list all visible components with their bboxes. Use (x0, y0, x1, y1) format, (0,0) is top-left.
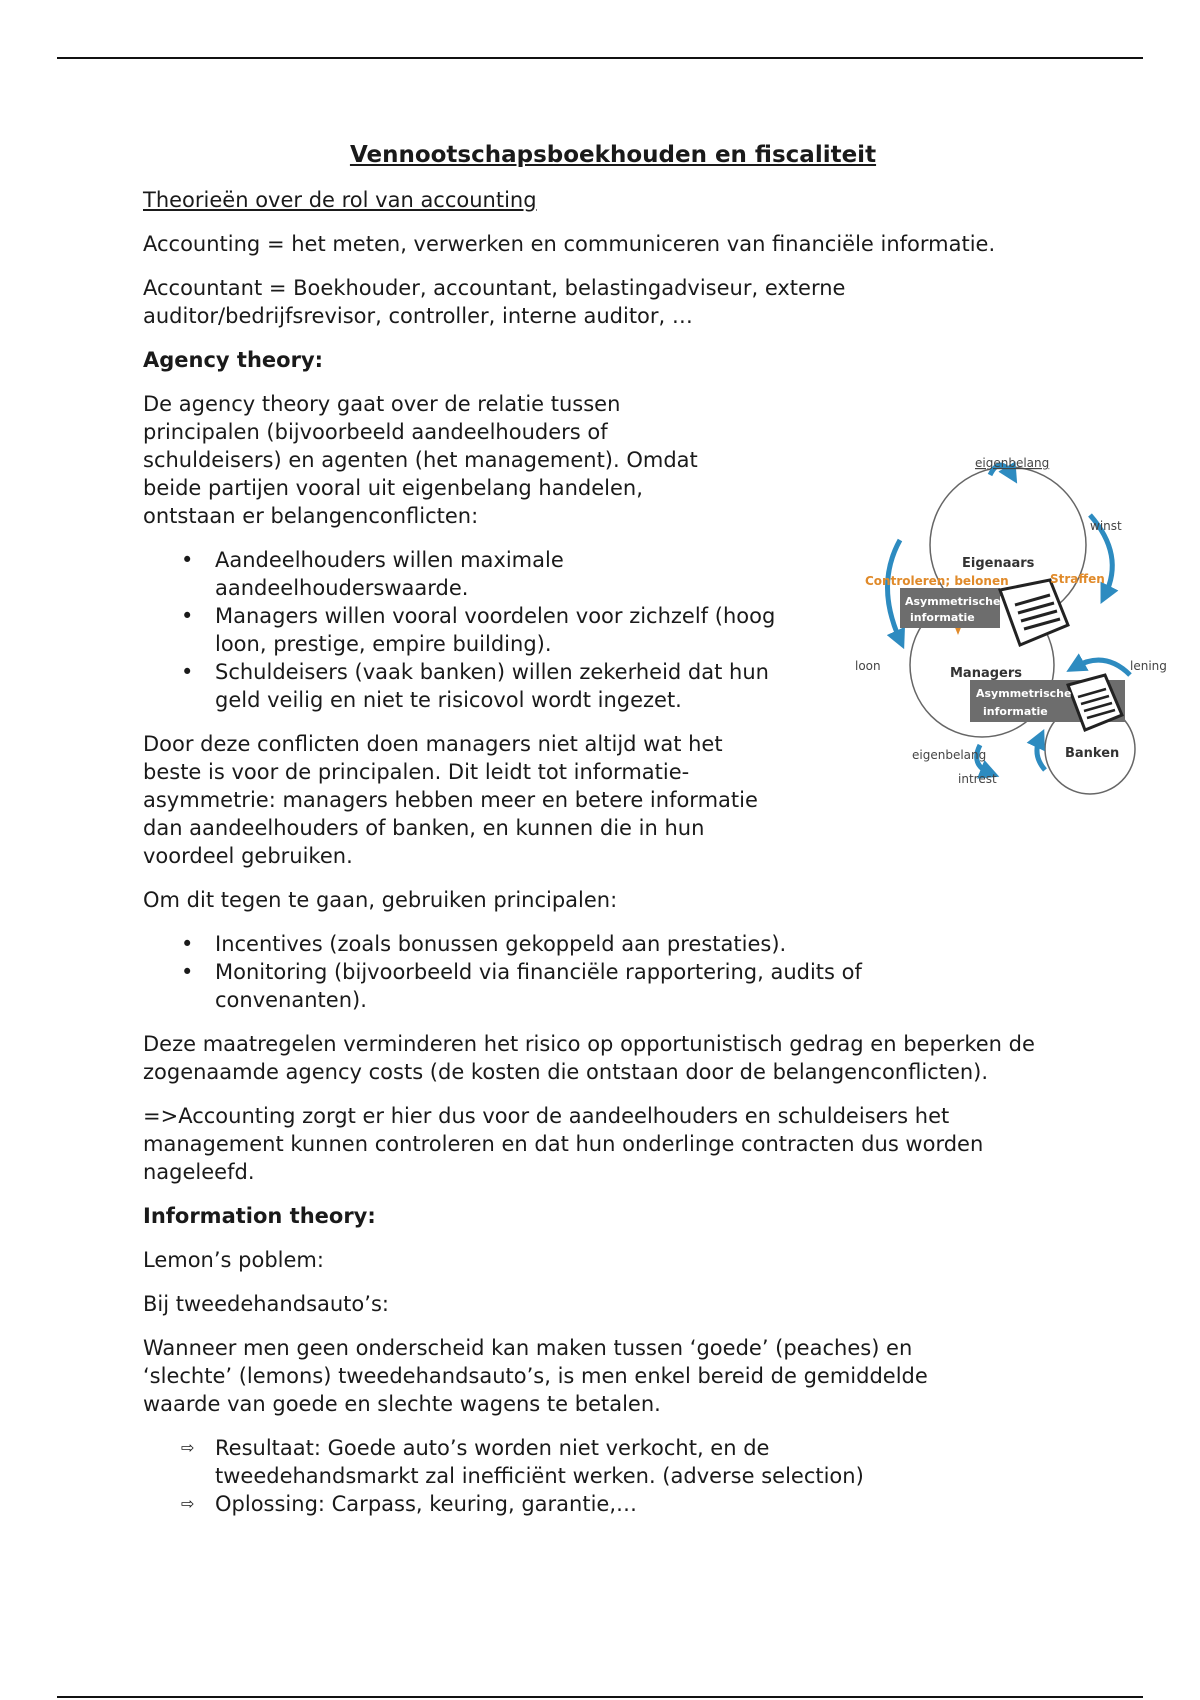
label-eigenbelang-bottom: eigenbelang (912, 748, 987, 762)
agency-intro: De agency theory gaat over de relatie tussen principalen (bijvoorbeeld aandeelhouders of schuldeisers) en agenten (het management). Omdat beide partijen vooral uit eigenbelang handelen, ontstaan er belangenconflicten: (143, 392, 698, 528)
list-item-text: Monitoring (bijvoorbeeld via financiële rapportering, audits of convenanten). (215, 960, 862, 1012)
label-banken: Banken (1065, 746, 1120, 761)
label-asym2-line1: Asymmetrische (976, 687, 1072, 700)
cars-explanation: Wanneer men geen onderscheid kan maken tussen ‘goede’ (peaches) en ‘slechte’ (lemons) tweedehandsauto’s, is men enkel bereid de gemiddelde waarde van goede en slechte wagens te betalen. (143, 1336, 928, 1416)
agency-diagram-svg (850, 445, 1180, 795)
label-intrest: intrest (958, 772, 997, 786)
arrow-icon: ⇨ (181, 1438, 195, 1457)
label-managers: Managers (950, 666, 1023, 681)
list-item (143, 1434, 975, 1490)
label-straffen: Straffen (1050, 572, 1105, 586)
label-asym1-line2: informatie (910, 611, 975, 624)
cars-label: Bij tweedehandsauto’s: (143, 1292, 389, 1316)
list-item (143, 958, 935, 1014)
label-eigenaars: Eigenaars (962, 556, 1035, 571)
label-eigenbelang-top: eigenbelang (975, 456, 1050, 470)
list-item-text: Incentives (zoals bonussen gekoppeld aan prestaties). (215, 932, 787, 956)
document-body (143, 140, 1063, 1534)
label-controleren: Controleren; belonen (865, 574, 1009, 588)
lening-arrow (1075, 660, 1130, 675)
intrest-arrow (1037, 738, 1045, 770)
list-item-text: Schuldeisers (vaak banken) willen zekerheid dat hun geld veilig en niet te risicovol wordt ingezet. (215, 660, 769, 712)
list-item-text: Resultaat: Goede auto’s worden niet verkocht, en de tweedehandsmarkt zal inefficiënt werken. (adverse selection) (215, 1436, 864, 1488)
accountant-definition: Accountant = Boekhouder, accountant, belastingadviseur, externe auditor/bedrijfsrevisor, controller, interne auditor, … (143, 276, 846, 328)
bullet-icon: • (181, 604, 194, 628)
bottom-rule (57, 1696, 1143, 1698)
section-heading: Theorieën over de rol van accounting (143, 188, 537, 212)
loon-arrow (888, 540, 901, 640)
list-item-text: Managers willen vooral voordelen voor zichzelf (hoog loon, prestige, empire building). (215, 604, 776, 656)
principals-intro: Om dit tegen te gaan, gebruiken principalen: (143, 888, 618, 912)
label-lening: lening (1130, 659, 1167, 673)
bullet-icon: • (181, 960, 194, 984)
conclusion-paragraph: =>Accounting zorgt er hier dus voor de aandeelhouders en schuldeisers het management kunnen controleren en dat hun onderlinge contracten dus worden nageleefd. (143, 1104, 984, 1184)
bullet-icon: • (181, 660, 194, 684)
page-title: Vennootschapsboekhouden en fiscaliteit (349, 142, 877, 168)
lemons-label: Lemon’s poblem: (143, 1248, 324, 1272)
accounting-definition: Accounting = het meten, verwerken en communiceren van financiële informatie. (143, 232, 996, 256)
agency-conflict: Door deze conflicten doen managers niet altijd wat het beste is voor de principalen. Dit leidt tot informatie-asymmetrie: managers hebben meer en betere informatie dan aandeelhouders of banken, en kunnen die in hun voordeel gebruiken. (143, 732, 758, 868)
agency-heading: Agency theory: (143, 348, 324, 372)
label-winst: winst (1090, 519, 1122, 533)
label-asym1-line1: Asymmetrische (905, 595, 1001, 608)
measures-paragraph: Deze maatregelen verminderen het risico op opportunistisch gedrag en beperken de zogenaamde agency costs (de kosten die ontstaan door de belangenconflicten). (143, 1032, 1035, 1084)
bullet-icon: • (181, 932, 194, 956)
arrow-bullet-list (143, 1434, 1063, 1518)
bullet-icon: • (181, 548, 194, 572)
list-item (143, 1490, 935, 1518)
list-item (143, 602, 785, 658)
label-loon: loon (855, 659, 881, 673)
list-item (143, 546, 785, 602)
information-heading: Information theory: (143, 1204, 376, 1228)
agency-diagram (850, 445, 1180, 795)
list-item-text: Oplossing: Carpass, keuring, garantie,… (215, 1492, 638, 1516)
arrow-icon: ⇨ (181, 1494, 195, 1513)
top-rule (57, 57, 1143, 59)
label-asym2-line2: informatie (983, 705, 1048, 718)
list-item-text: Aandeelhouders willen maximale aandeelhouderswaarde. (215, 548, 564, 600)
principals-bullet-list (143, 930, 1063, 1014)
list-item (143, 930, 935, 958)
list-item (143, 658, 785, 714)
